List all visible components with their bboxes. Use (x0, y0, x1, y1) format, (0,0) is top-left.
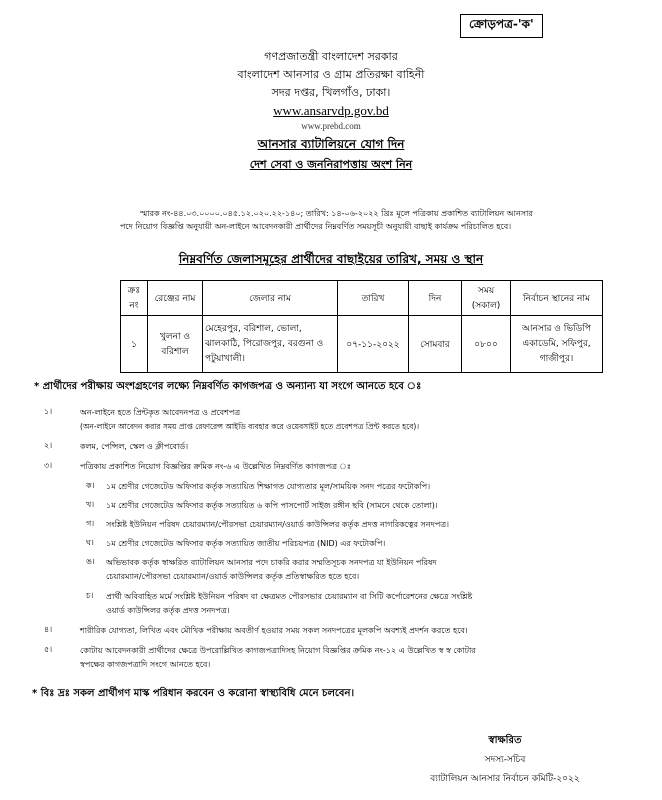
table-row (121, 316, 603, 373)
subitem-label: খ। (86, 500, 95, 509)
col-date: তারিখ (338, 281, 409, 316)
subitem-label: ঘ। (86, 538, 94, 547)
item-text: কলম, পেন্সিল, স্কেল ও ক্লীপবোর্ড। (80, 442, 189, 451)
subitem-text: চেয়ারম্যান/পৌরসভা চেয়ারম্যান/ওয়ার্ড কাউন্সিলর কর্তৃক প্রতিস্বাক্ষরিত হতে হবে। (106, 572, 360, 581)
website-link[interactable]: www.ansarvdp.gov.bd (273, 103, 389, 118)
header-organization: বাংলাদেশ আনসার ও গ্রাম প্রতিরক্ষা বাহিনী (237, 68, 425, 81)
covid-note: * বিঃ দ্রঃ সকল প্রার্থীগণ মাস্ক পরিধান করবেন ও করোনা স্বাস্থ্যবিধি মেনে চলবেন। (32, 688, 355, 699)
signature-committee: ব্যাটালিয়ন আনসার নির্বাচন কমিটি-২০২২ (430, 774, 580, 784)
intro-paragraph (120, 207, 595, 233)
item-text: পত্রিকায় প্রকাশিত নিয়োগ বিজ্ঞপ্তির ক্রমিক নং-৬ এ উল্লেখিত নিম্নবর্ণিত কাগজপত্র ঃ (80, 462, 351, 471)
subitem-text: ১ম শ্রেণীর গেজেটেড অফিসার কর্তৃক সত্যায়িত জাতীয় পরিচয়পত্র (NID) এর ফটোকপি। (106, 539, 386, 548)
intro-line-2: পদে নিয়োগ বিজ্ঞপ্তি অনুযায়ী অন-লাইনে আবেদনকারী প্রার্থীদের নিম্নবর্ণিত সময়সূচী অনুযায়ী বাছাই কার্যক্রম পরিচালিত হবে। (120, 222, 512, 231)
item-subtext: (অন-লাইনে আবেদন করার সময় প্রাপ্ত রেফারেন্স আইডি ব্যবহার করে ওয়েবসাইট হতে প্রবেশপত্র প্রিন্ট করতে হবে)। (80, 422, 420, 431)
annex-tag: ক্রোড়পত্র-'ক' (460, 14, 543, 38)
subitem-text: ওয়ার্ড কাউন্সিলর কর্তৃক প্রদত্ত সনদপত্র। (106, 606, 230, 615)
subitem-label: চ। (86, 591, 94, 600)
header-address: সদর দপ্তর, খিলগাঁও, ঢাকা। (271, 86, 391, 99)
slogan-join: আনসার ব্যাটালিয়নে যোগ দিন (257, 137, 405, 151)
item-text: অন-লাইনে হতে প্রিন্টকৃত আবেদনপত্র ও প্রবেশপত্র (80, 408, 241, 417)
slogan-serve: দেশ সেবা ও জননিরাপত্তায় অংশ নিন (249, 158, 413, 171)
cell-date: ০৭-১১-২০২২ (338, 316, 409, 373)
subitem-text: অভিভাবক কর্তৃক স্বাক্ষরিত ব্যাটালিয়ন আনসার পদে চাকরি করার সম্মতিসূচক সনদপত্র যা ইউনিয়ন পরিষদ (106, 558, 437, 567)
cell-day: সোমবার (409, 316, 462, 373)
item-number: ১। (44, 407, 53, 416)
item-text: কোটায় আবেদনকারী প্রার্থীদের ক্ষেত্রে উপরোল্লিখিত কাগজপত্রাদিসহ নিয়োগ বিজ্ঞপ্তির ক্রমিক নং-১২ এ উল্লেখিত স্ব স্ব কোটার (80, 646, 476, 655)
col-range: রেঞ্জের নাম (148, 281, 203, 316)
item-number: ৪। (44, 625, 53, 634)
col-serial: ক্রঃ নং (121, 281, 148, 316)
subitem-label: ঙ। (86, 557, 95, 566)
item-number: ৩। (44, 461, 53, 470)
intro-line-1: স্মারক নং-৪৪.০৩.০০০০.০৪৫.১২.০২০.২২-১৪০; তারিখ: ১৪-০৬-২০২২ খ্রিঃ মূলে পত্রিকায় প্রকাশিত ব্যাটালিয়ন আনসার (140, 209, 533, 218)
subitem-text: সংশ্লিষ্ট ইউনিয়ন পরিষদ চেয়ারম্যান/পৌরসভা চেয়ারম্যান/ওয়ার্ড কাউন্সিলর কর্তৃক প্রদত্ত নাগরিকত্বের সনদপত্র। (106, 520, 449, 529)
header-government: গণপ্রজাতন্ত্রী বাংলাদেশ সরকার (264, 50, 398, 63)
cell-range: খুলনা ও বরিশাল (148, 316, 203, 373)
col-district: জেলার নাম (203, 281, 338, 316)
subitem-text: প্রার্থী অবিবাহিত মর্মে সংশ্লিষ্ট ইউনিয়ন পরিষদ বা ক্ষেত্রমত পৌরসভার চেয়ারম্যান বা সিটি কর্পোরেশনের ক্ষেত্রে সংশ্লিষ্ট (106, 592, 473, 601)
requirements-heading: * প্রার্থীদের পরীক্ষায় অংশগ্রহণের লক্ষ্যে নিম্নবর্ণিত কাগজপত্র ও অন্যান্য যা সংগে আনতে হবে ঃ (34, 381, 422, 392)
subitem-text: ১ম শ্রেণীর গেজেটেড অফিসার কর্তৃক সত্যায়িত ৬ কপি পাসপোর্ট সাইজ রঙ্গীন ছবি (সামনে থেকে তোলা)। (106, 501, 438, 510)
cell-serial: ১ (121, 316, 148, 373)
cell-district: মেহেরপুর, বরিশাল, ভোলা, ঝালকাঠি, পিরোজপুর, বরগুনা ও পটুয়াখালী। (203, 316, 338, 373)
signature-signed: স্বাক্ষরিত (488, 735, 522, 746)
table-header-row (121, 281, 603, 316)
col-venue: নির্বাচন স্থানের নাম (511, 281, 603, 316)
cell-venue: আনসার ও ভিডিপি একাডেমি, সফিপুর, গাজীপুর। (511, 316, 603, 373)
item-number: ২। (44, 441, 53, 450)
watermark-text: www.prebd.com (301, 121, 361, 131)
item-number: ৫। (44, 645, 53, 654)
cell-time: ০৮০০ (462, 316, 511, 373)
item-text: স্বপক্ষের কাগজপত্রাদি সংগে আনতে হবে। (80, 660, 211, 669)
item-text: শারীরিক যোগ্যতা, লিখিত এবং মৌখিক পরীক্ষায় অবতীর্ণ হওয়ার সময় সকল সনদপত্রের মূলকপি অবশ্যই প্রদর্শন করতে হবে। (80, 626, 468, 635)
section-title: নিম্নবর্ণিত জেলাসমূহের প্রার্থীদের বাছাইয়ের তারিখ, সময় ও স্থান (178, 252, 484, 266)
subitem-text: ১ম শ্রেণীর গেজেটেড অফিসার কর্তৃক সত্যায়িত শিক্ষাগত যোগ্যতার মূল/সাময়িক সনদ পত্রের ফটোকপি। (106, 482, 431, 491)
signature-designation: সদস্য-সচিব (484, 755, 526, 765)
subitem-label: ক। (86, 481, 95, 490)
subitem-label: গ। (86, 519, 95, 528)
col-day: দিন (409, 281, 462, 316)
schedule-table (120, 280, 603, 373)
col-time: সময় (সকাল) (462, 281, 511, 316)
